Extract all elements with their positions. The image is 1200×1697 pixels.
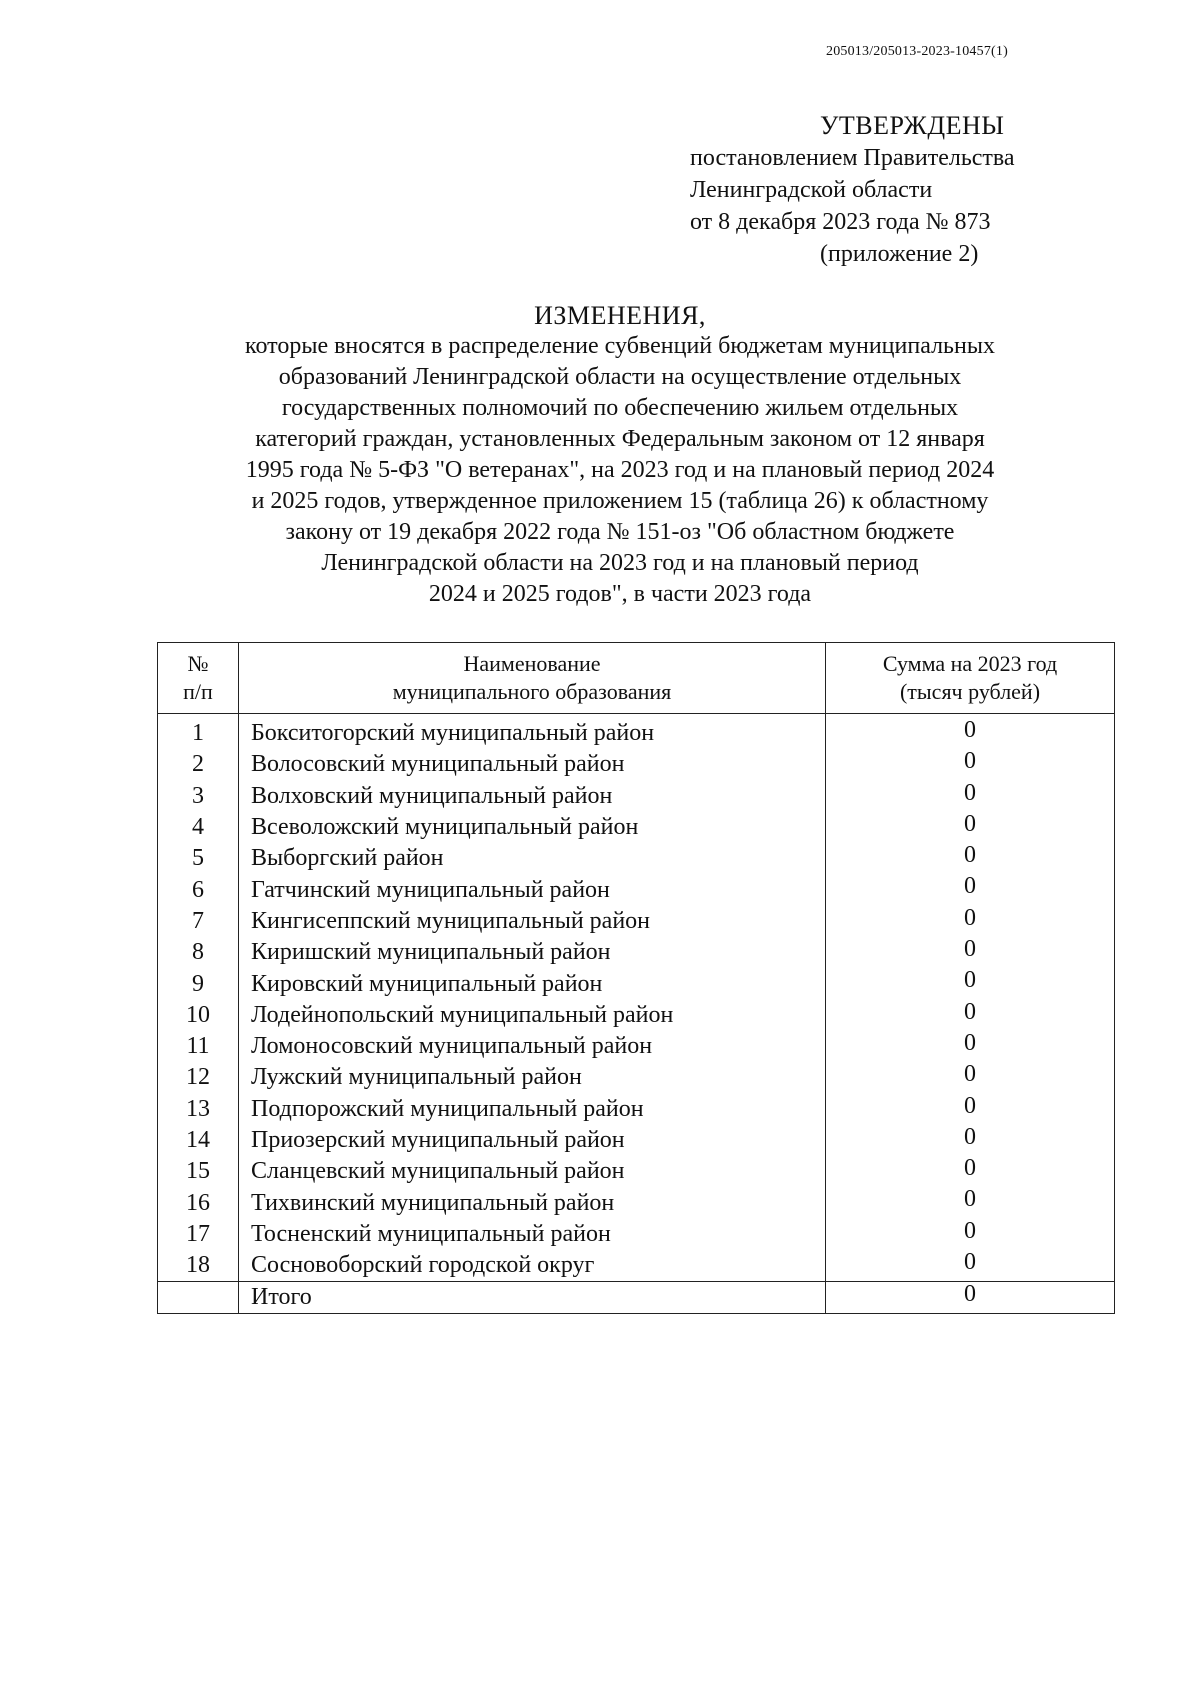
row-sum: 0 — [826, 1094, 1115, 1125]
row-name: Кингисеппский муниципальный район — [239, 906, 826, 937]
row-number: 16 — [158, 1187, 239, 1218]
document-id: 205013/205013-2023-10457(1) — [826, 44, 1008, 59]
header-name — [239, 643, 826, 714]
heading-line: образований Ленинградской области на осуществление отдельных — [278, 364, 962, 390]
row-number: 11 — [158, 1031, 239, 1062]
heading-line: которые вносятся в распределение субвенций бюджетам муниципальных — [245, 333, 995, 359]
approval-line-2: Ленинградской области — [690, 177, 933, 203]
row-number: 6 — [158, 874, 239, 905]
header-name-line-2: муниципального образования — [392, 679, 672, 704]
row-name: Волосовский муниципальный район — [239, 749, 826, 780]
row-sum: 0 — [826, 781, 1115, 812]
row-number: 4 — [158, 812, 239, 843]
total-row — [158, 1282, 1115, 1314]
table-row — [158, 714, 1115, 750]
total-sum: 0 — [826, 1282, 1115, 1314]
row-name: Тихвинский муниципальный район — [239, 1187, 826, 1218]
row-sum: 0 — [826, 812, 1115, 843]
row-number: 15 — [158, 1156, 239, 1187]
row-number: 9 — [158, 968, 239, 999]
row-number: 8 — [158, 937, 239, 968]
row-name: Подпорожский муниципальный район — [239, 1094, 826, 1125]
row-sum: 0 — [826, 843, 1115, 874]
row-name: Лодейнопольский муниципальный район — [239, 1000, 826, 1031]
heading-line: 2024 и 2025 годов", в части 2023 года — [428, 581, 812, 607]
row-number: 18 — [158, 1250, 239, 1282]
table-row — [158, 1000, 1115, 1031]
row-name: Ломоносовский муниципальный район — [239, 1031, 826, 1062]
row-name: Волховский муниципальный район — [239, 781, 826, 812]
table-row — [158, 1094, 1115, 1125]
heading-title: ИЗМЕНЕНИЯ, — [534, 301, 706, 330]
row-sum: 0 — [826, 1031, 1115, 1062]
row-sum: 0 — [826, 1250, 1115, 1282]
table-row — [158, 781, 1115, 812]
table-row — [158, 843, 1115, 874]
row-name: Сосновоборский городской округ — [239, 1250, 826, 1282]
row-number: 12 — [158, 1062, 239, 1093]
total-number-cell — [158, 1282, 239, 1314]
row-name: Всеволожский муниципальный район — [239, 812, 826, 843]
heading-line: 1995 года № 5-ФЗ "О ветеранах", на 2023 год и на плановый период 2024 — [245, 457, 995, 483]
row-sum: 0 — [826, 1000, 1115, 1031]
row-number: 2 — [158, 749, 239, 780]
row-sum: 0 — [826, 874, 1115, 905]
row-sum: 0 — [826, 1125, 1115, 1156]
row-number: 10 — [158, 1000, 239, 1031]
row-sum: 0 — [826, 1219, 1115, 1250]
row-name: Сланцевский муниципальный район — [239, 1156, 826, 1187]
approval-block — [690, 110, 1015, 270]
heading-line: категорий граждан, установленных Федеральным законом от 12 января — [255, 426, 985, 452]
table-row — [158, 812, 1115, 843]
row-name: Тосненский муниципальный район — [239, 1219, 826, 1250]
row-number: 17 — [158, 1219, 239, 1250]
header-sum-line-2: (тысяч рублей) — [899, 679, 1041, 704]
row-name: Бокситогорский муниципальный район — [239, 714, 826, 750]
row-sum: 0 — [826, 714, 1115, 750]
row-number: 14 — [158, 1125, 239, 1156]
row-name: Выборгский район — [239, 843, 826, 874]
row-name: Приозерский муниципальный район — [239, 1125, 826, 1156]
distribution-table — [157, 642, 1115, 1314]
table-row — [158, 1187, 1115, 1218]
row-sum: 0 — [826, 937, 1115, 968]
row-number: 3 — [158, 781, 239, 812]
table-row — [158, 937, 1115, 968]
heading-line: Ленинградской области на 2023 год и на плановый период — [321, 550, 919, 576]
table-row — [158, 1219, 1115, 1250]
row-number: 5 — [158, 843, 239, 874]
table-row — [158, 1031, 1115, 1062]
approval-line-3: от 8 декабря 2023 года № 873 — [690, 209, 991, 235]
heading-line: и 2025 годов, утвержденное приложением 15 (таблица 26) к областному — [251, 488, 989, 514]
row-name: Лужский муниципальный район — [239, 1062, 826, 1093]
row-number: 13 — [158, 1094, 239, 1125]
heading-line: государственных полномочий по обеспечению жильем отдельных — [281, 395, 959, 421]
header-number — [158, 643, 239, 714]
header-name-line-1: Наименование — [463, 651, 601, 676]
table-row — [158, 1062, 1115, 1093]
table-row — [158, 874, 1115, 905]
row-name: Гатчинский муниципальный район — [239, 874, 826, 905]
table-row — [158, 968, 1115, 999]
table-row — [158, 906, 1115, 937]
approval-line-1: постановлением Правительства — [690, 145, 1015, 171]
row-sum: 0 — [826, 749, 1115, 780]
document-heading — [150, 300, 1090, 610]
approval-appendix: (приложение 2) — [820, 241, 979, 267]
row-sum: 0 — [826, 906, 1115, 937]
row-number: 7 — [158, 906, 239, 937]
row-sum: 0 — [826, 1187, 1115, 1218]
table-row — [158, 1156, 1115, 1187]
row-sum: 0 — [826, 968, 1115, 999]
header-number-line-1: № — [187, 651, 209, 676]
table-row — [158, 1125, 1115, 1156]
row-sum: 0 — [826, 1062, 1115, 1093]
table-header-row — [158, 643, 1115, 714]
header-sum-line-1: Сумма на 2023 год — [882, 651, 1058, 676]
approval-title: УТВЕРЖДЕНЫ — [820, 111, 1005, 140]
header-sum — [826, 643, 1115, 714]
total-label: Итого — [239, 1282, 826, 1314]
table-row — [158, 1250, 1115, 1282]
header-number-line-2: п/п — [183, 679, 213, 704]
heading-line: закону от 19 декабря 2022 года № 151-оз "Об областном бюджете — [285, 519, 955, 545]
row-name: Киришский муниципальный район — [239, 937, 826, 968]
row-number: 1 — [158, 714, 239, 750]
row-sum: 0 — [826, 1156, 1115, 1187]
table-row — [158, 749, 1115, 780]
row-name: Кировский муниципальный район — [239, 968, 826, 999]
